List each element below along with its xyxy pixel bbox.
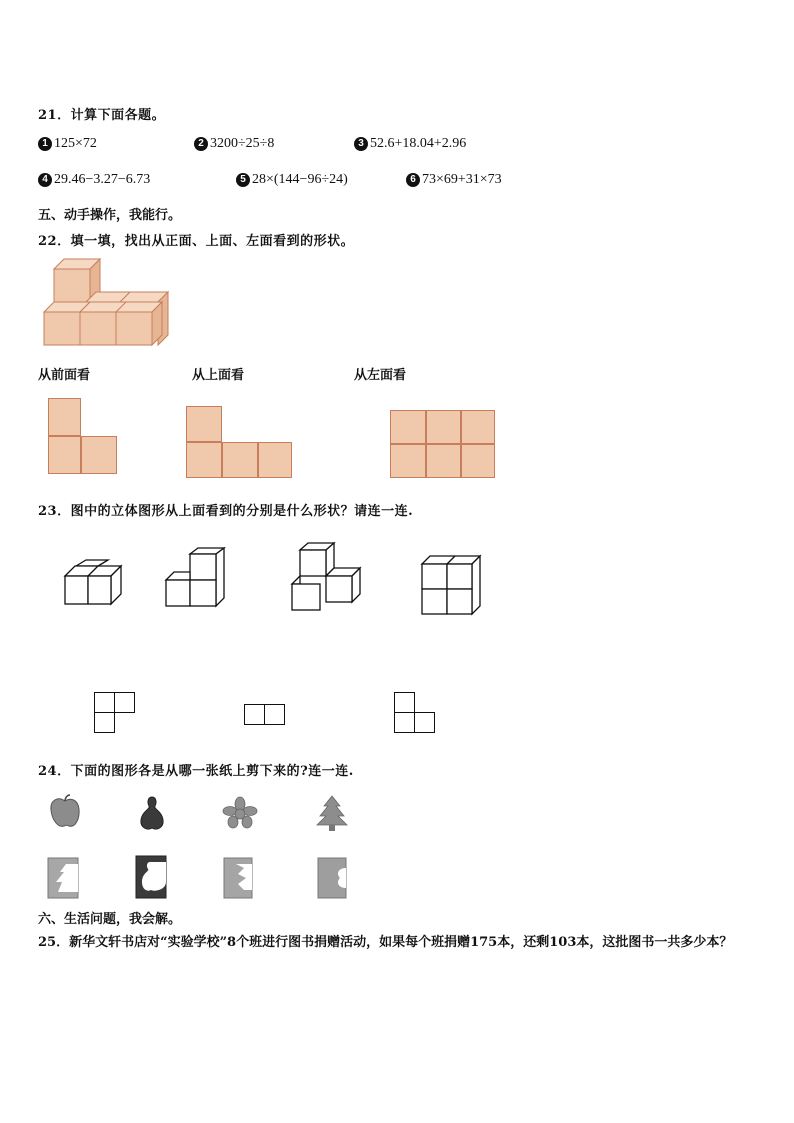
cut-paper-4-icon	[316, 856, 348, 900]
section-6-heading: 六、生活问题，我会解。	[38, 912, 182, 927]
expression: 29.46−3.27−6.73	[54, 172, 151, 187]
circled-number: 6	[406, 173, 420, 187]
view-left-shape	[390, 410, 496, 478]
q24-title: 24．下面的图形各是从哪一张纸上剪下来的?连一连.	[38, 764, 354, 779]
gourd-shape-icon	[136, 794, 168, 832]
expression: 125×72	[54, 136, 97, 151]
q21-title: 21．计算下面各题。	[38, 108, 166, 123]
view-label-left: 从左面看	[354, 368, 407, 383]
q23-top-view-b	[244, 704, 286, 726]
q21-item-5	[236, 172, 348, 188]
q21-item-2	[194, 136, 274, 152]
q21-item-1	[38, 136, 97, 152]
q25-text: 25．新华文轩书店对“实验学校”8个班进行图书捐赠活动，如果每个班捐赠175本，还剩103本，这批图书一共多少本？	[38, 935, 733, 950]
expression: 73×69+31×73	[422, 172, 502, 187]
circled-number: 2	[194, 137, 208, 151]
section-5-heading: 五、动手操作，我能行。	[38, 208, 182, 223]
expression: 3200÷25÷8	[210, 136, 275, 151]
view-front-shape	[48, 398, 118, 474]
circled-number: 4	[38, 173, 52, 187]
view-label-front: 从前面看	[38, 368, 91, 383]
q22-cube-figure	[40, 256, 172, 350]
q23-title: 23．图中的立体图形从上面看到的分别是什么形状？请连一连.	[38, 504, 414, 519]
q21-item-3	[354, 136, 466, 152]
q23-top-view-a	[94, 692, 136, 734]
apple-shape-icon	[48, 794, 82, 830]
q23-solid-3	[286, 540, 366, 612]
view-top-shape	[186, 406, 294, 478]
q23-top-view-c	[394, 692, 436, 734]
q23-solid-2	[160, 544, 230, 610]
circled-number: 1	[38, 137, 52, 151]
q21-item-4	[38, 172, 150, 188]
flower-shape-icon	[222, 796, 258, 830]
circled-number: 5	[236, 173, 250, 187]
cut-paper-3-icon	[222, 856, 254, 900]
q21-item-6	[406, 172, 502, 188]
q23-solid-1	[60, 558, 130, 608]
q23-solid-4	[416, 552, 486, 616]
view-label-top: 从上面看	[192, 368, 245, 383]
circled-number: 3	[354, 137, 368, 151]
cut-paper-1-icon	[46, 856, 80, 900]
expression: 52.6+18.04+2.96	[370, 136, 467, 151]
q22-title: 22．填一填，找出从正面、上面、左面看到的形状。	[38, 234, 355, 249]
cut-paper-2-icon	[134, 854, 168, 900]
tree-shape-icon	[314, 794, 350, 832]
expression: 28×(144−96÷24)	[252, 172, 348, 187]
